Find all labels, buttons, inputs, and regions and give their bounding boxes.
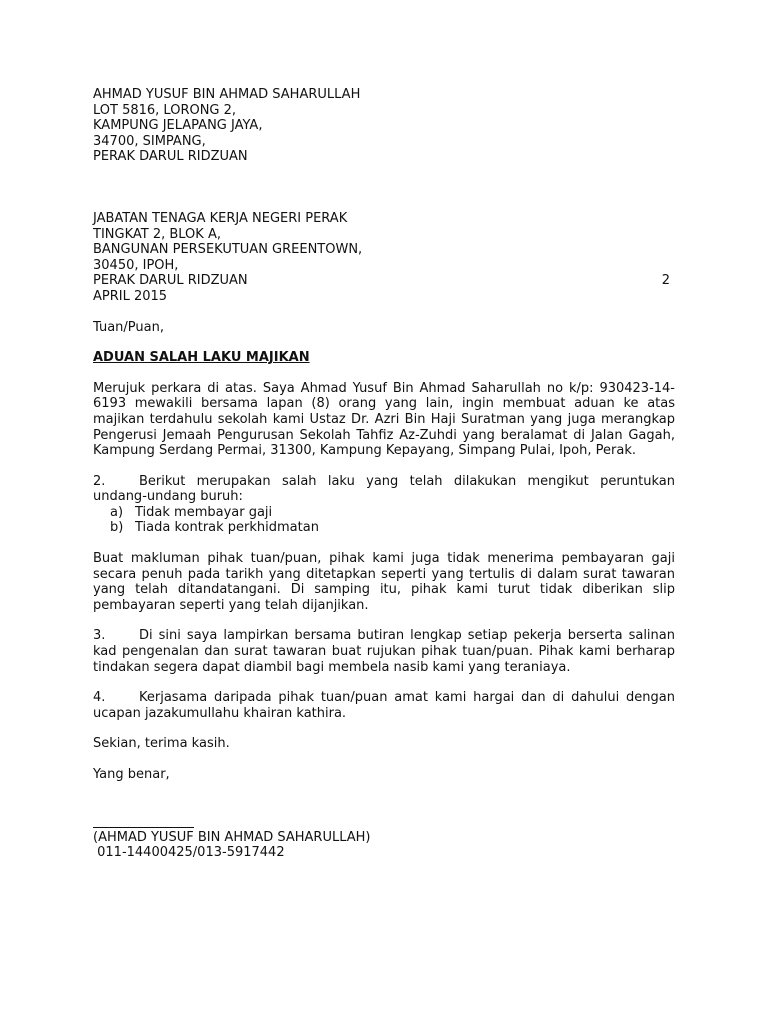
signature-line — [93, 814, 194, 828]
paragraph-text: Berikut merupakan salah laku yang telah dilakukan mengikut peruntukan undang-undang buruh: — [93, 473, 675, 505]
paragraph-number: 3. — [93, 628, 106, 644]
sender-address-line: LOT 5816, LORONG 2, — [93, 102, 237, 118]
paragraph-4 — [93, 690, 675, 721]
paragraph-number: 2. — [93, 473, 106, 489]
recipient-address-line: PERAK DARUL RIDZUAN — [93, 273, 248, 289]
recipient-address-line: TINGKAT 2, BLOK A, — [93, 226, 221, 242]
paragraph-extra: Buat makluman pihak tuan/puan, pihak kami juga tidak menerima pembayaran gaji secara penuh pada tarikh yang ditetapkan seperti yang tertulis di dalam surat tawaran yang telah ditandatangani. Di samping itu, pihak kami turut tidak diberikan slip pembayaran seperti yang telah dijanjikan. — [93, 551, 675, 613]
sender-name: AHMAD YUSUF BIN AHMAD SAHARULLAH — [93, 87, 361, 102]
sign-off: Yang benar, — [93, 767, 170, 782]
sender-address-line: KAMPUNG JELAPANG JAYA, — [93, 118, 263, 134]
list-item — [93, 505, 675, 521]
date-day: 2 — [661, 273, 670, 289]
date-month-year: APRIL 2015 — [93, 288, 168, 304]
list-marker: a) — [110, 504, 124, 520]
recipient-name: JABATAN TENAGA KERJA NEGERI PERAK — [93, 210, 348, 226]
sender-address-line: PERAK DARUL RIDZUAN — [93, 149, 248, 165]
sender-address-line: 34700, SIMPANG, — [93, 133, 206, 149]
paragraph-3 — [93, 628, 675, 675]
paragraph-1: Merujuk perkara di atas. Saya Ahmad Yusuf Bin Ahmad Saharullah no k/p: 930423-14-6193 mewakili bersama lapan (8) orang yang lain, ingin membuat aduan ke atas majikan terdahulu sekolah kami Ustaz Dr. Azri Bin Haji Suratman yang juga merangkap Pengerusi Jemaah Pengurusan Sekolah Tahfiz Az-Zuhdi yang beralamat di Jalan Gagah, Kampung Serdang Permai, 31300, Kampung Kepayang, Simpang Pulai, Ipoh, Perak. — [93, 380, 675, 459]
sender-address — [93, 87, 675, 165]
recipient-last-line-row — [93, 273, 675, 289]
subject-heading: ADUAN SALAH LAKU MAJIKAN — [93, 350, 310, 366]
letter-page — [93, 87, 675, 861]
list-item-text: Tidak membayar gaji — [135, 504, 273, 520]
recipient-address-line: BANGUNAN PERSEKUTUAN GREENTOWN, — [93, 242, 363, 258]
signature-name: (AHMAD YUSUF BIN AHMAD SAHARULLAH) — [93, 829, 371, 845]
paragraph-number: 4. — [93, 690, 106, 706]
list-item-text: Tiada kontrak perkhidmatan — [135, 520, 319, 536]
paragraph-text: Di sini saya lampirkan bersama butiran lengkap setiap pekerja berserta salinan kad pengenalan dan surat tawaran buat rujukan pihak tuan/puan. Pihak kami berharap tindakan segera dapat diambil bagi membela nasib kami yang teraniaya. — [93, 628, 675, 675]
paragraph-text: Kerjasama daripada pihak tuan/puan amat kami hargai dan di dahului dengan ucapan jazakumullahu khairan kathira. — [93, 690, 675, 721]
paragraph-2 — [93, 474, 675, 505]
list-marker: b) — [110, 520, 124, 536]
closing: Sekian, terima kasih. — [93, 736, 230, 752]
list-item — [93, 520, 675, 536]
salutation: Tuan/Puan, — [93, 319, 164, 335]
signature-phone: 011-14400425/013-5917442 — [93, 845, 285, 861]
recipient-address-line: 30450, IPOH, — [93, 257, 179, 273]
recipient-address — [93, 211, 675, 305]
